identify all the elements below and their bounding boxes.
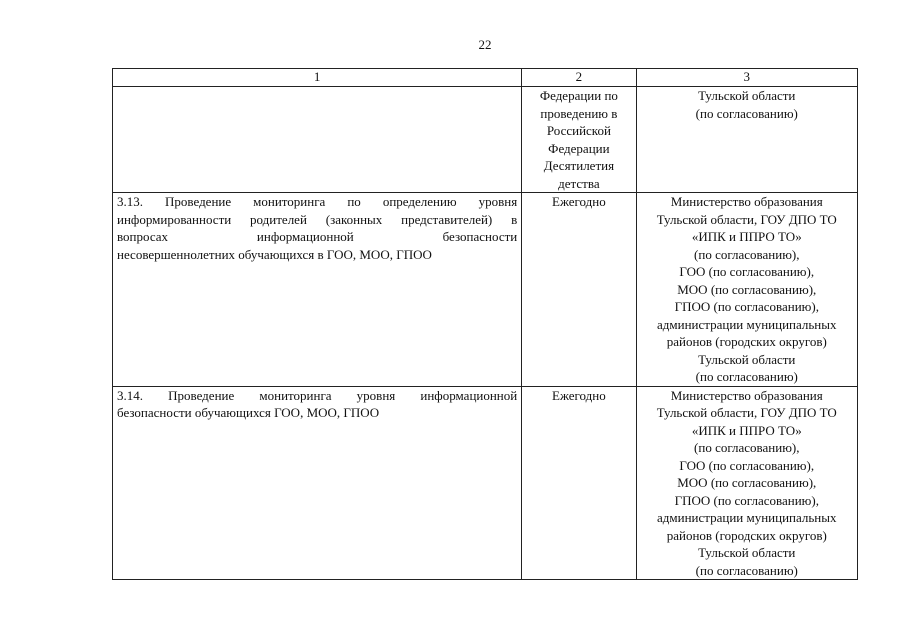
table-row-continuation (113, 87, 858, 193)
cell-line: Тульской области (698, 88, 796, 103)
cell-line: 3.14. Проведение мониторинга уровня информационной (117, 387, 518, 403)
cell-line: Десятилетия (543, 158, 615, 173)
cell-line: Тульской области, ГОУ ДПО ТО (656, 211, 837, 227)
cell-line: проведению в (540, 105, 618, 121)
cell-line: информированности родителей (законных представителей) в (117, 211, 518, 227)
row-3-14-deadline: Ежегодно (522, 386, 636, 580)
cell-line: Министерство образования (670, 194, 823, 209)
cell-line: районов (городских округов) (666, 334, 827, 349)
cell-line: Федерации по (539, 88, 618, 103)
row-3-13-responsible (636, 193, 857, 387)
continuation-cell-responsible (636, 87, 857, 193)
column-header-2: 2 (522, 69, 636, 87)
row-3-14-responsible (636, 386, 857, 580)
row-3-14-activity (113, 386, 522, 580)
cell-line: администрации муниципальных (657, 510, 837, 525)
column-header-3: 3 (636, 69, 857, 87)
table-row-3-13 (113, 193, 858, 387)
cell-line: ГПОО (по согласованию), (674, 299, 819, 314)
cell-line: МОО (по согласованию), (677, 281, 817, 297)
cell-line: безопасности обучающихся ГОО, МОО, ГПОО (117, 405, 380, 420)
cell-line: «ИПК и ППРО ТО» (691, 422, 802, 438)
cell-line: (по согласованию) (695, 105, 798, 121)
cell-line: (по согласованию) (695, 369, 798, 384)
measures-table (112, 68, 858, 580)
cell-line: (по согласованию) (695, 562, 798, 578)
cell-line: Тульской области, ГОУ ДПО ТО (656, 405, 837, 420)
row-3-13-deadline: Ежегодно (522, 193, 636, 387)
continuation-cell-activity (113, 87, 522, 193)
cell-line: Федерации (548, 140, 610, 156)
cell-line: детства (558, 175, 600, 191)
cell-line: 3.13. Проведение мониторинга по определению уровня (117, 194, 518, 209)
cell-line: администрации муниципальных (657, 316, 837, 332)
page-number: 22 (478, 37, 492, 52)
cell-line: ГОО (по согласованию), (679, 264, 815, 279)
cell-line: несовершеннолетних обучающихся в ГОО, МОО, ГПОО (117, 246, 432, 262)
column-header-1: 1 (113, 69, 522, 87)
cell-line: МОО (по согласованию), (677, 475, 817, 490)
cell-line: Тульской области (698, 545, 796, 560)
table-header-row (113, 69, 858, 87)
cell-line: вопросах информационной безопасности (117, 229, 518, 244)
cell-line: Тульской области (698, 351, 796, 367)
cell-line: (по согласованию), (694, 246, 800, 262)
continuation-cell-deadline (522, 87, 636, 193)
cell-line: ГОО (по согласованию), (679, 457, 815, 473)
cell-line: Министерство образования (670, 387, 823, 403)
row-3-13-activity (113, 193, 522, 387)
cell-line: «ИПК и ППРО ТО» (691, 229, 802, 244)
cell-line: ГПОО (по согласованию), (674, 492, 819, 508)
table-row-3-14 (113, 386, 858, 580)
cell-line: (по согласованию), (694, 440, 800, 455)
cell-line: районов (городских округов) (666, 527, 827, 543)
cell-line: Российской (546, 123, 611, 138)
